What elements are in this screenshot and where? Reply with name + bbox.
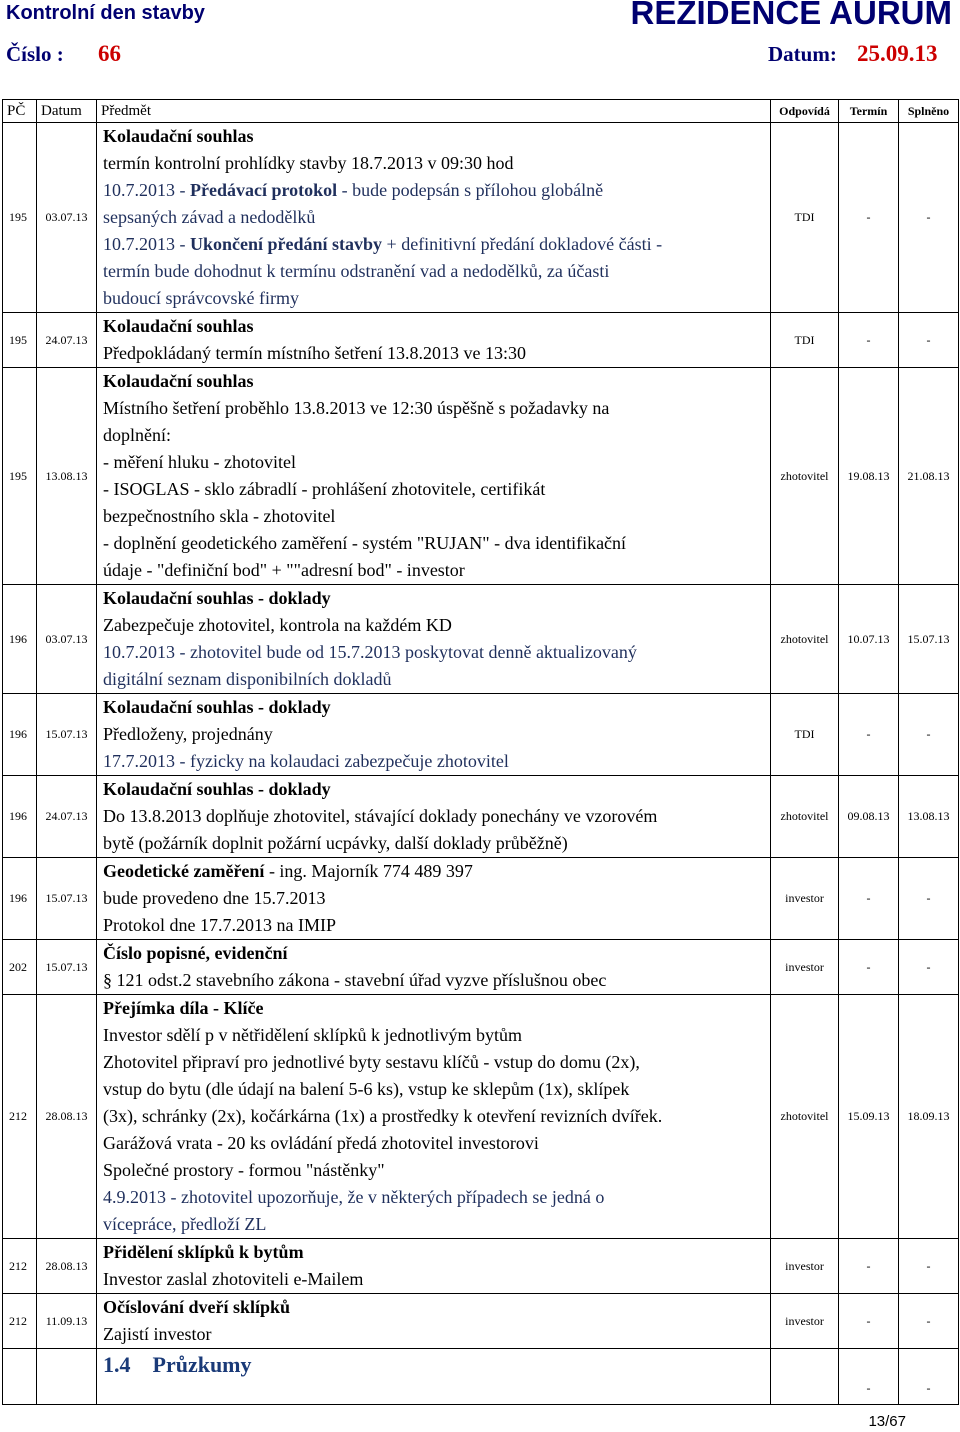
row-date: 11.09.13 bbox=[37, 1294, 97, 1349]
subject-heading: Kolaudační souhlas - doklady bbox=[103, 588, 331, 608]
section-title: Průzkumy bbox=[152, 1352, 252, 1377]
subject-line: - doplnění geodetického zaměření - systém "RUJAN" - dva identifikační bbox=[103, 533, 627, 553]
row-responsible: zhotovitel bbox=[771, 776, 839, 858]
page-number: 13/67 bbox=[868, 1413, 906, 1430]
subject-line: Předloženy, projednány bbox=[103, 724, 273, 744]
subject-line: Garážová vrata - 20 ks ovládání předá zhotovitel investorovi bbox=[103, 1133, 539, 1153]
subject-line bbox=[103, 177, 766, 204]
subject-text: + definitivní předání dokladové části - bbox=[382, 234, 663, 254]
row-completed: - bbox=[899, 1349, 959, 1405]
subject-heading bbox=[103, 858, 766, 885]
row-completed: - bbox=[899, 313, 959, 368]
row-date: 03.07.13 bbox=[37, 123, 97, 313]
table-row bbox=[3, 858, 959, 940]
subject-heading: Kolaudační souhlas - doklady bbox=[103, 779, 331, 799]
row-deadline: - bbox=[839, 1239, 899, 1294]
row-responsible: TDI bbox=[771, 694, 839, 776]
row-pc: 212 bbox=[3, 1239, 37, 1294]
report-number-label: Číslo : bbox=[6, 42, 64, 66]
subject-heading: Kolaudační souhlas bbox=[103, 316, 254, 336]
row-completed: - bbox=[899, 858, 959, 940]
subject-line: údaje - "definiční bod" + ""adresní bod" - investor bbox=[103, 560, 465, 580]
row-date: 15.07.13 bbox=[37, 940, 97, 995]
subject-line: termín kontrolní prohlídky stavby 18.7.2013 v 09:30 hod bbox=[103, 153, 514, 173]
row-date: 24.07.13 bbox=[37, 776, 97, 858]
subject-line: 10.7.2013 - zhotovitel bude od 15.7.2013 poskytovat denně aktualizovaný bbox=[103, 642, 637, 662]
subject-emphasis: Ukončení předání stavby bbox=[190, 234, 383, 254]
subject-line: vstup do bytu (dle údají na balení 5-6 ks), vstup ke sklepům (1x), sklípek bbox=[103, 1079, 630, 1099]
row-deadline: - bbox=[839, 694, 899, 776]
table-row bbox=[3, 1294, 959, 1349]
subject-line: - ISOGLAS - sklo zábradlí - prohlášení zhotovitele, certifikát bbox=[103, 479, 546, 499]
document-title: Kontrolní den stavby bbox=[6, 2, 205, 24]
subject-line: Předpokládaný termín místního šetření 13.8.2013 ve 13:30 bbox=[103, 343, 526, 363]
column-header-datum: Datum bbox=[37, 100, 97, 123]
row-completed: 18.09.13 bbox=[899, 995, 959, 1239]
subject-line: vícepráce, předloží ZL bbox=[103, 1214, 267, 1234]
subject-date: 10.7.2013 - bbox=[103, 180, 190, 200]
project-title: REZIDENCE AURUM bbox=[630, 0, 952, 31]
subject-line: bezpečnostního skla - zhotovitel bbox=[103, 506, 336, 526]
subject-heading: Kolaudační souhlas bbox=[103, 371, 254, 391]
column-header-odpovida: Odpovídá bbox=[771, 100, 839, 123]
row-date: 24.07.13 bbox=[37, 313, 97, 368]
table-header-row bbox=[3, 100, 959, 123]
row-date: 03.07.13 bbox=[37, 585, 97, 694]
table-row bbox=[3, 1239, 959, 1294]
subject-line bbox=[103, 231, 766, 258]
row-subject bbox=[97, 995, 771, 1239]
subject-date: 10.7.2013 - bbox=[103, 234, 190, 254]
row-responsible: investor bbox=[771, 1239, 839, 1294]
subject-line: termín bude dohodnut k termínu odstranění vad a nedodělků, za účasti bbox=[103, 261, 610, 281]
subject-line: Zajistí investor bbox=[103, 1324, 212, 1344]
row-subject bbox=[97, 1239, 771, 1294]
subject-heading: Očíslování dveří sklípků bbox=[103, 1297, 291, 1317]
row-completed: - bbox=[899, 940, 959, 995]
row-responsible: investor bbox=[771, 858, 839, 940]
row-subject bbox=[97, 940, 771, 995]
row-responsible: zhotovitel bbox=[771, 585, 839, 694]
section-row bbox=[3, 1349, 959, 1405]
row-completed: 21.08.13 bbox=[899, 368, 959, 585]
subject-line: 17.7.2013 - fyzicky na kolaudaci zabezpečuje zhotovitel bbox=[103, 751, 509, 771]
row-subject bbox=[97, 776, 771, 858]
report-date-label: Datum: bbox=[768, 42, 837, 66]
row-subject bbox=[97, 313, 771, 368]
report-number-value: 66 bbox=[98, 41, 121, 66]
row-subject bbox=[97, 368, 771, 585]
subject-heading: Číslo popisné, evidenční bbox=[103, 943, 288, 963]
column-header-predmet: Předmět bbox=[97, 100, 771, 123]
subject-text: - bude podepsán s přílohou globálně bbox=[337, 180, 604, 200]
report-date-value: 25.09.13 bbox=[857, 41, 938, 66]
subject-line: § 121 odst.2 stavebního zákona - stavební úřad vyzve příslušnou obec bbox=[103, 970, 607, 990]
row-deadline: 19.08.13 bbox=[839, 368, 899, 585]
row-subject bbox=[97, 858, 771, 940]
table-row bbox=[3, 368, 959, 585]
row-pc: 195 bbox=[3, 123, 37, 313]
row-pc: 196 bbox=[3, 585, 37, 694]
row-completed: - bbox=[899, 123, 959, 313]
row-responsible: investor bbox=[771, 940, 839, 995]
row-deadline: - bbox=[839, 123, 899, 313]
table-row bbox=[3, 995, 959, 1239]
row-pc: 202 bbox=[3, 940, 37, 995]
subject-line: Zhotovitel připraví pro jednotlivé byty sestavu klíčů - vstup do domu (2x), bbox=[103, 1052, 640, 1072]
row-responsible: investor bbox=[771, 1294, 839, 1349]
row-responsible bbox=[771, 1349, 839, 1405]
table-row bbox=[3, 123, 959, 313]
subject-line: 4.9.2013 - zhotovitel upozorňuje, že v některých případech se jedná o bbox=[103, 1187, 605, 1207]
table-row bbox=[3, 694, 959, 776]
row-deadline: - bbox=[839, 313, 899, 368]
subject-text: - ing. Majorník 774 489 397 bbox=[264, 861, 473, 881]
subject-line: doplnění: bbox=[103, 425, 171, 445]
subject-emphasis: Předávací protokol bbox=[190, 180, 338, 200]
row-pc: 195 bbox=[3, 368, 37, 585]
column-header-pc: PČ bbox=[3, 100, 37, 123]
row-date bbox=[37, 1349, 97, 1405]
table-row bbox=[3, 313, 959, 368]
section-number: 1.4 bbox=[103, 1352, 131, 1377]
row-subject bbox=[97, 585, 771, 694]
row-deadline: - bbox=[839, 1294, 899, 1349]
row-date: 28.08.13 bbox=[37, 995, 97, 1239]
row-subject bbox=[97, 694, 771, 776]
row-pc: 212 bbox=[3, 995, 37, 1239]
subject-line: - měření hluku - zhotovitel bbox=[103, 452, 296, 472]
row-subject bbox=[97, 123, 771, 313]
row-pc: 195 bbox=[3, 313, 37, 368]
row-deadline: - bbox=[839, 858, 899, 940]
subject-line: Místního šetření proběhlo 13.8.2013 ve 12:30 úspěšně s požadavky na bbox=[103, 398, 610, 418]
row-deadline: 10.07.13 bbox=[839, 585, 899, 694]
subject-line: (3x), schránky (2x), kočárkárna (1x) a prostředky k otevření revizních dvířek. bbox=[103, 1106, 663, 1126]
table-row bbox=[3, 776, 959, 858]
row-subject bbox=[97, 1294, 771, 1349]
row-date: 15.07.13 bbox=[37, 694, 97, 776]
row-deadline: 15.09.13 bbox=[839, 995, 899, 1239]
row-completed: - bbox=[899, 1239, 959, 1294]
subject-line: budoucí správcovské firmy bbox=[103, 288, 299, 308]
column-header-termin: Termín bbox=[839, 100, 899, 123]
row-responsible: zhotovitel bbox=[771, 995, 839, 1239]
table-row bbox=[3, 585, 959, 694]
subject-line: sepsaných závad a nedodělků bbox=[103, 207, 316, 227]
subject-line: Společné prostory - formou "nástěnky" bbox=[103, 1160, 385, 1180]
row-completed: - bbox=[899, 694, 959, 776]
row-date: 13.08.13 bbox=[37, 368, 97, 585]
subject-heading: Kolaudační souhlas - doklady bbox=[103, 697, 331, 717]
subject-line: bytě (požárník doplnit požární ucpávky, další doklady průběžně) bbox=[103, 833, 568, 853]
subject-line: Investor sdělí p v nětřidělení sklípků k jednotlivým bytům bbox=[103, 1025, 522, 1045]
subject-heading: Přejímka díla - Klíče bbox=[103, 998, 264, 1018]
row-date: 28.08.13 bbox=[37, 1239, 97, 1294]
row-pc: 212 bbox=[3, 1294, 37, 1349]
row-date: 15.07.13 bbox=[37, 858, 97, 940]
subject-line: Zabezpečuje zhotovitel, kontrola na každém KD bbox=[103, 615, 452, 635]
subject-emphasis: Geodetické zaměření bbox=[103, 861, 265, 881]
row-responsible: TDI bbox=[771, 313, 839, 368]
row-pc: 196 bbox=[3, 858, 37, 940]
row-deadline: - bbox=[839, 940, 899, 995]
row-responsible: TDI bbox=[771, 123, 839, 313]
section-heading bbox=[97, 1349, 771, 1405]
subject-heading: Kolaudační souhlas bbox=[103, 126, 254, 146]
row-pc: 196 bbox=[3, 694, 37, 776]
subject-line: bude provedeno dne 15.7.2013 bbox=[103, 888, 326, 908]
minutes-table bbox=[2, 99, 959, 1405]
subject-line: Do 13.8.2013 doplňuje zhotovitel, stávající doklady ponechány ve vzorovém bbox=[103, 806, 658, 826]
table-row bbox=[3, 940, 959, 995]
row-completed: 13.08.13 bbox=[899, 776, 959, 858]
row-deadline: 09.08.13 bbox=[839, 776, 899, 858]
subject-line: Investor zaslal zhotoviteli e-Mailem bbox=[103, 1269, 364, 1289]
row-completed: 15.07.13 bbox=[899, 585, 959, 694]
row-deadline: - bbox=[839, 1349, 899, 1405]
column-header-splneno: Splněno bbox=[899, 100, 959, 123]
row-pc: 196 bbox=[3, 776, 37, 858]
row-responsible: zhotovitel bbox=[771, 368, 839, 585]
row-completed: - bbox=[899, 1294, 959, 1349]
subject-heading: Přidělení sklípků k bytům bbox=[103, 1242, 304, 1262]
row-pc bbox=[3, 1349, 37, 1405]
subject-line: Protokol dne 17.7.2013 na IMIP bbox=[103, 915, 336, 935]
subject-line: digitální seznam disponibilních dokladů bbox=[103, 669, 392, 689]
